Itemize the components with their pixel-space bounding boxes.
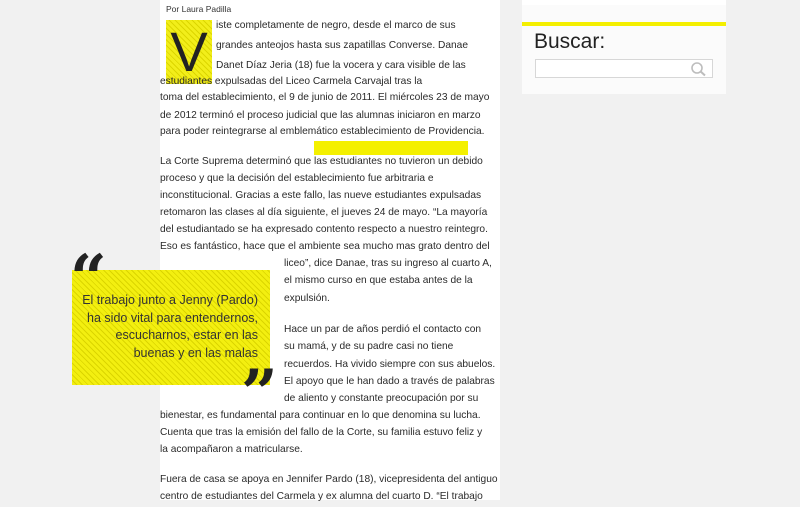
paragraph-3-line: bienestar, es fundamental para continuar en lo que denomina su lucha.	[160, 410, 481, 421]
paragraph-2-line: proceso y que la decisión del establecimiento fue arbitraria e	[160, 173, 434, 184]
paragraph-1-line: Danet Díaz Jeria (18) fue la vocera y cara visible de las	[216, 60, 466, 71]
paragraph-1-line: toma del establecimiento, el 9 de junio de 2011. El miércoles 23 de mayo	[160, 92, 490, 103]
pull-quote-line: escucharnos, estar en las	[115, 328, 258, 342]
search-input[interactable]	[535, 59, 713, 78]
drop-cap: V	[166, 20, 212, 84]
paragraph-2-line: retomaron las clases al día siguiente, el jueves 24 de mayo. “La mayoría	[160, 207, 488, 218]
open-quote-icon: “	[70, 241, 107, 316]
paragraph-3-line: Hace un par de años perdió el contacto con	[284, 324, 482, 335]
magnifier-icon	[689, 61, 709, 77]
paragraph-1-line: para poder reintegrarse al emblemático establecimiento de Providencia.	[160, 126, 485, 137]
paragraph-2-line: expulsión.	[284, 293, 330, 304]
paragraph-1-line: grandes anteojos hasta sus zapatillas Converse. Danae	[216, 40, 469, 51]
pull-quote-line: ha sido vital para entendernos,	[87, 310, 258, 325]
paragraph-4-line: centro de estudiantes del Carmela y ex alumna del cuarto D. “El trabajo	[160, 491, 483, 502]
paragraph-3-line: su mamá, y de su padre casi no tiene	[284, 341, 454, 352]
paragraph-4-line: Fuera de casa se apoya en Jennifer Pardo (18), vicepresidenta del antiguo	[160, 474, 498, 485]
pull-quote-line: buenas y en las malas	[133, 345, 258, 360]
sidebar-top-strip	[522, 0, 726, 5]
paragraph-2-line: el mismo curso en que estaba antes de la	[284, 275, 473, 286]
paragraph-2-line: del estudiantado se ha expresado contento respecto a nuestro reintegro.	[160, 224, 488, 235]
paragraph-2-line: liceo”, dice Danae, tras su ingreso al cuarto A,	[284, 258, 492, 269]
paragraph-3-line: recuerdos. Ha vivido siempre con sus abuelos.	[284, 359, 496, 370]
byline: Por Laura Padilla	[166, 4, 232, 14]
paragraph-3-line: la acompañaron a matricularse.	[160, 444, 303, 455]
paragraph-1-line: estudiantes expulsadas del Liceo Carmela Carvajal tras la	[160, 76, 423, 87]
paragraph-2-line: La Corte Suprema determinó que las estudiantes no tuvieron un debido	[160, 156, 483, 167]
paragraph-1-line: de 2012 terminó el proceso judicial que las alumnas iniciaron en marzo	[160, 110, 481, 121]
paragraph-3-line: de aliento y constante preocupación por su	[284, 393, 479, 404]
search-icon[interactable]	[689, 61, 709, 77]
close-quote-icon: ”	[241, 356, 278, 431]
paragraph-2-line: Eso es fantástico, hace que el ambiente sea mucho mas grato dentro del	[160, 241, 490, 252]
paragraph-2-line: inconstitucional. Gracias a este fallo, las nueve estudiantes expulsadas	[160, 190, 482, 201]
pull-quote-line: El trabajo junto a Jenny (Pardo)	[82, 293, 258, 307]
paragraph-3-line: El apoyo que le han dado a través de palabras	[284, 376, 495, 387]
paragraph-1-line: iste completamente de negro, desde el marco de sus	[216, 20, 456, 31]
paragraph-3-line: Cuenta que tras la emisión del fallo de la Corte, su familia estuvo feliz y	[160, 427, 483, 438]
sidebar-accent-bar	[522, 22, 726, 26]
article-column	[160, 0, 500, 500]
search-title: Buscar:	[534, 30, 606, 53]
